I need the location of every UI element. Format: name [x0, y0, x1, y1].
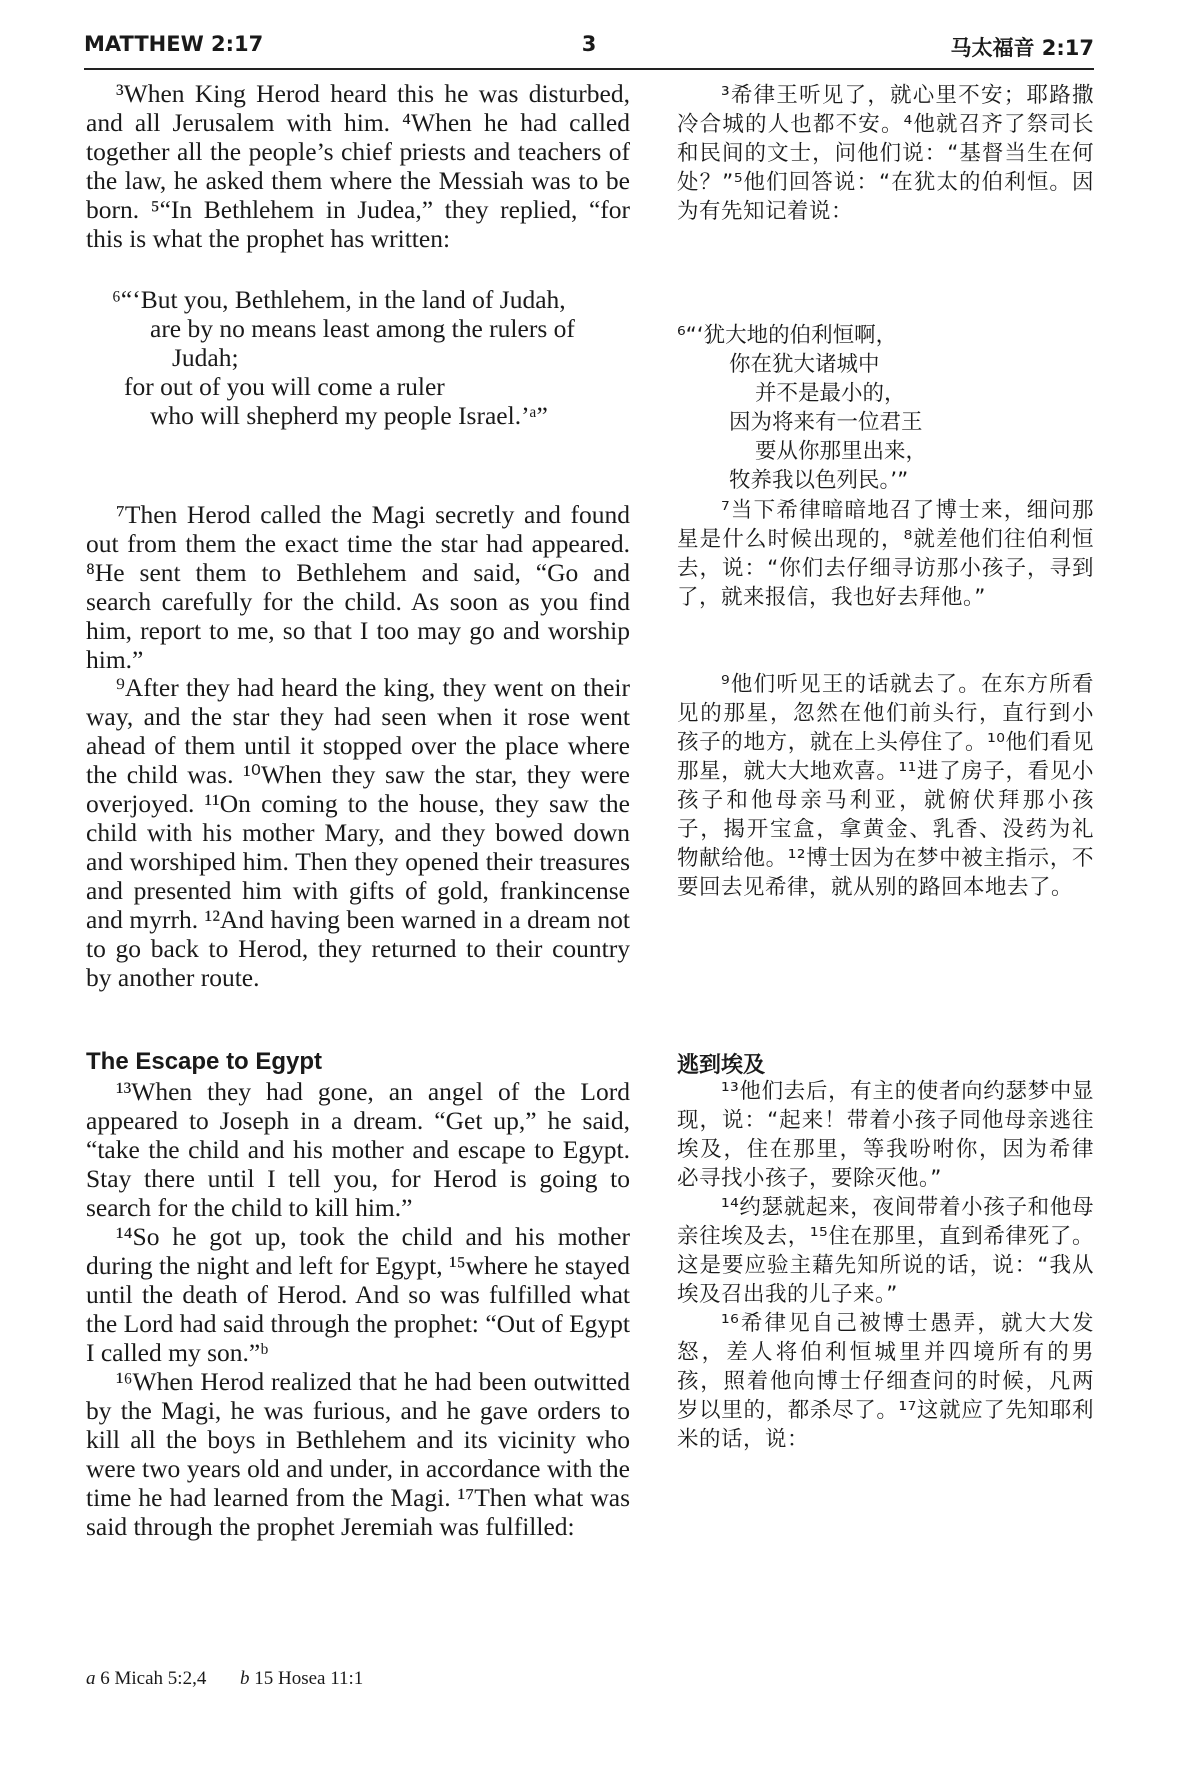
chinese-poem-line: 你在犹大诸城中 — [729, 352, 880, 377]
page-header — [84, 28, 1094, 68]
section-heading-english: The Escape to Egypt — [86, 1048, 323, 1075]
header-rule — [84, 68, 1094, 70]
chinese-verses-3-5: ³希律王听见了，就心里不安；耶路撒冷合城的人也都不安。⁴他就召齐了祭司长和民间的文士，问他们说：“基督当生在何处？”⁵他们回答说：“在犹太的伯利恒。因为有先知记着说： — [677, 83, 1094, 224]
chinese-verses-13-17: ¹³他们去后，有主的使者向约瑟梦中显现，说：“起来！带着小孩子同他母亲逃往埃及，住在那里，等我吩咐你，因为希律必寻找小孩子，要除灭他。” ¹⁴约瑟就起来，夜间带着小孩子和他母亲往埃及去，¹⁵住在那里，直到希律死了。这是要应验主藉先知所说的话，说：“我从埃及召出我的儿子来。” ¹⁶希律见自己被博士愚弄，就大大发怒，差人将伯利恒城里并四境所有的男孩，照着他向博士仔细查问的时候，凡两岁以里的，都杀尽了。¹⁷这就应了先知耶利米的话，说： — [677, 1079, 1094, 1452]
chinese-poem — [677, 321, 1094, 501]
chinese-poem-line: 并不是最小的， — [755, 381, 906, 406]
chinese-poem-line: 牧养我以色列民。’” — [729, 468, 909, 493]
english-poem-line: are by no means least among the rulers of — [150, 314, 575, 343]
footnote-a-text: 6 Micah 5:2,4 — [100, 1668, 207, 1689]
header-book-chinese: 马太福音 2:17 — [950, 36, 1094, 60]
english-verses-3-5: ³When King Herod heard this he was disturbed, and all Jerusalem with him. ⁴When he had called together all the people’s chief priests and teachers of the law, he asked them where the Messiah was to be born. ⁵“In Bethlehem in Judea,” they replied, “for this is what the prophet has written: — [86, 79, 630, 253]
footnote-b-text: 15 Hosea 11:1 — [254, 1668, 364, 1689]
footnote-b-mark: b — [240, 1668, 250, 1689]
section-heading-chinese: 逃到埃及 — [677, 1053, 766, 1078]
chinese-verses-7-8: ⁷当下希律暗暗地召了博士来，细问那星是什么时候出现的，⁸就差他们往伯利恒去，说：“你们去仔细寻访那小孩子，寻到了，就来报信，我也好去拜他。” — [677, 498, 1094, 610]
chinese-poem-line: ⁶“‘犹大地的伯利恒啊， — [677, 323, 898, 348]
footnote-a-mark: a — [86, 1668, 96, 1689]
header-page-number: 3 — [581, 32, 597, 56]
english-poem-line: for out of you will come a ruler — [124, 372, 445, 401]
english-poem-line: who will shepherd my people Israel.’ᵃ” — [150, 401, 548, 430]
english-verses-9-12: ⁹After they had heard the king, they went on their way, and the star they had seen when it rose went ahead of them until it stopped over the place where the child was. ¹⁰When they saw the star, they were overjoyed. ¹¹On coming to the house, they saw the child with his mother Mary, and they bowed down and worshiped him. Then they opened their treasures and presented him with gifts of gold, frankincense and myrrh. ¹²And having been warned in a dream not to go back to Herod, they returned to their country by another route. — [86, 673, 630, 992]
header-book-english: MATTHEW 2:17 — [84, 32, 264, 56]
english-poem-line: ⁶“‘But you, Bethlehem, in the land of Judah, — [112, 285, 566, 314]
english-verses-13-17: ¹³When they had gone, an angel of the Lord appeared to Joseph in a dream. “Get up,” he said, “take the child and his mother and escape to Egypt. Stay there until I tell you, for Herod is going to search for the child to kill him.” ¹⁴So he got up, took the child and his mother during the night and left for Egypt, ¹⁵where he stayed until the death of Herod. And so was fulfilled what the Lord had said through the prophet: “Out of Egypt I called my son.”ᵇ ¹⁶When Herod realized that he had been outwitted by the Magi, he was furious, and he gave orders to kill all the boys in Bethlehem and its vicinity who were two years old and under, in accordance with the time he had learned from the Magi. ¹⁷Then what was said through the prophet Jeremiah was fulfilled: — [86, 1077, 630, 1541]
footnote-a — [86, 1668, 206, 1690]
chinese-verses-9-12: ⁹他们听见王的话就去了。在东方所看见的那星，忽然在他们前头行，直行到小孩子的地方，就在上头停住了。¹⁰他们看见那星，就大大地欢喜。¹¹进了房子，看见小孩子和他母亲马利亚，就俯伏拜那小孩子，揭开宝盒，拿黄金、乳香、没药为礼物献给他。¹²博士因为在梦中被主指示，不要回去见希律，就从别的路回本地去了。 — [677, 672, 1094, 900]
english-poem-line: Judah; — [172, 343, 239, 372]
english-poem — [86, 285, 630, 435]
chinese-poem-line: 因为将来有一位君王 — [729, 410, 923, 435]
chinese-poem-line: 要从你那里出来， — [755, 439, 928, 464]
footnote-b — [240, 1668, 363, 1690]
english-verses-7-8: ⁷Then Herod called the Magi secretly and found out from them the exact time the star had appeared. ⁸He sent them to Bethlehem and said, “Go and search carefully for the child. As soon as you find him, report to me, so that I too may go and worship him.” — [86, 500, 630, 674]
